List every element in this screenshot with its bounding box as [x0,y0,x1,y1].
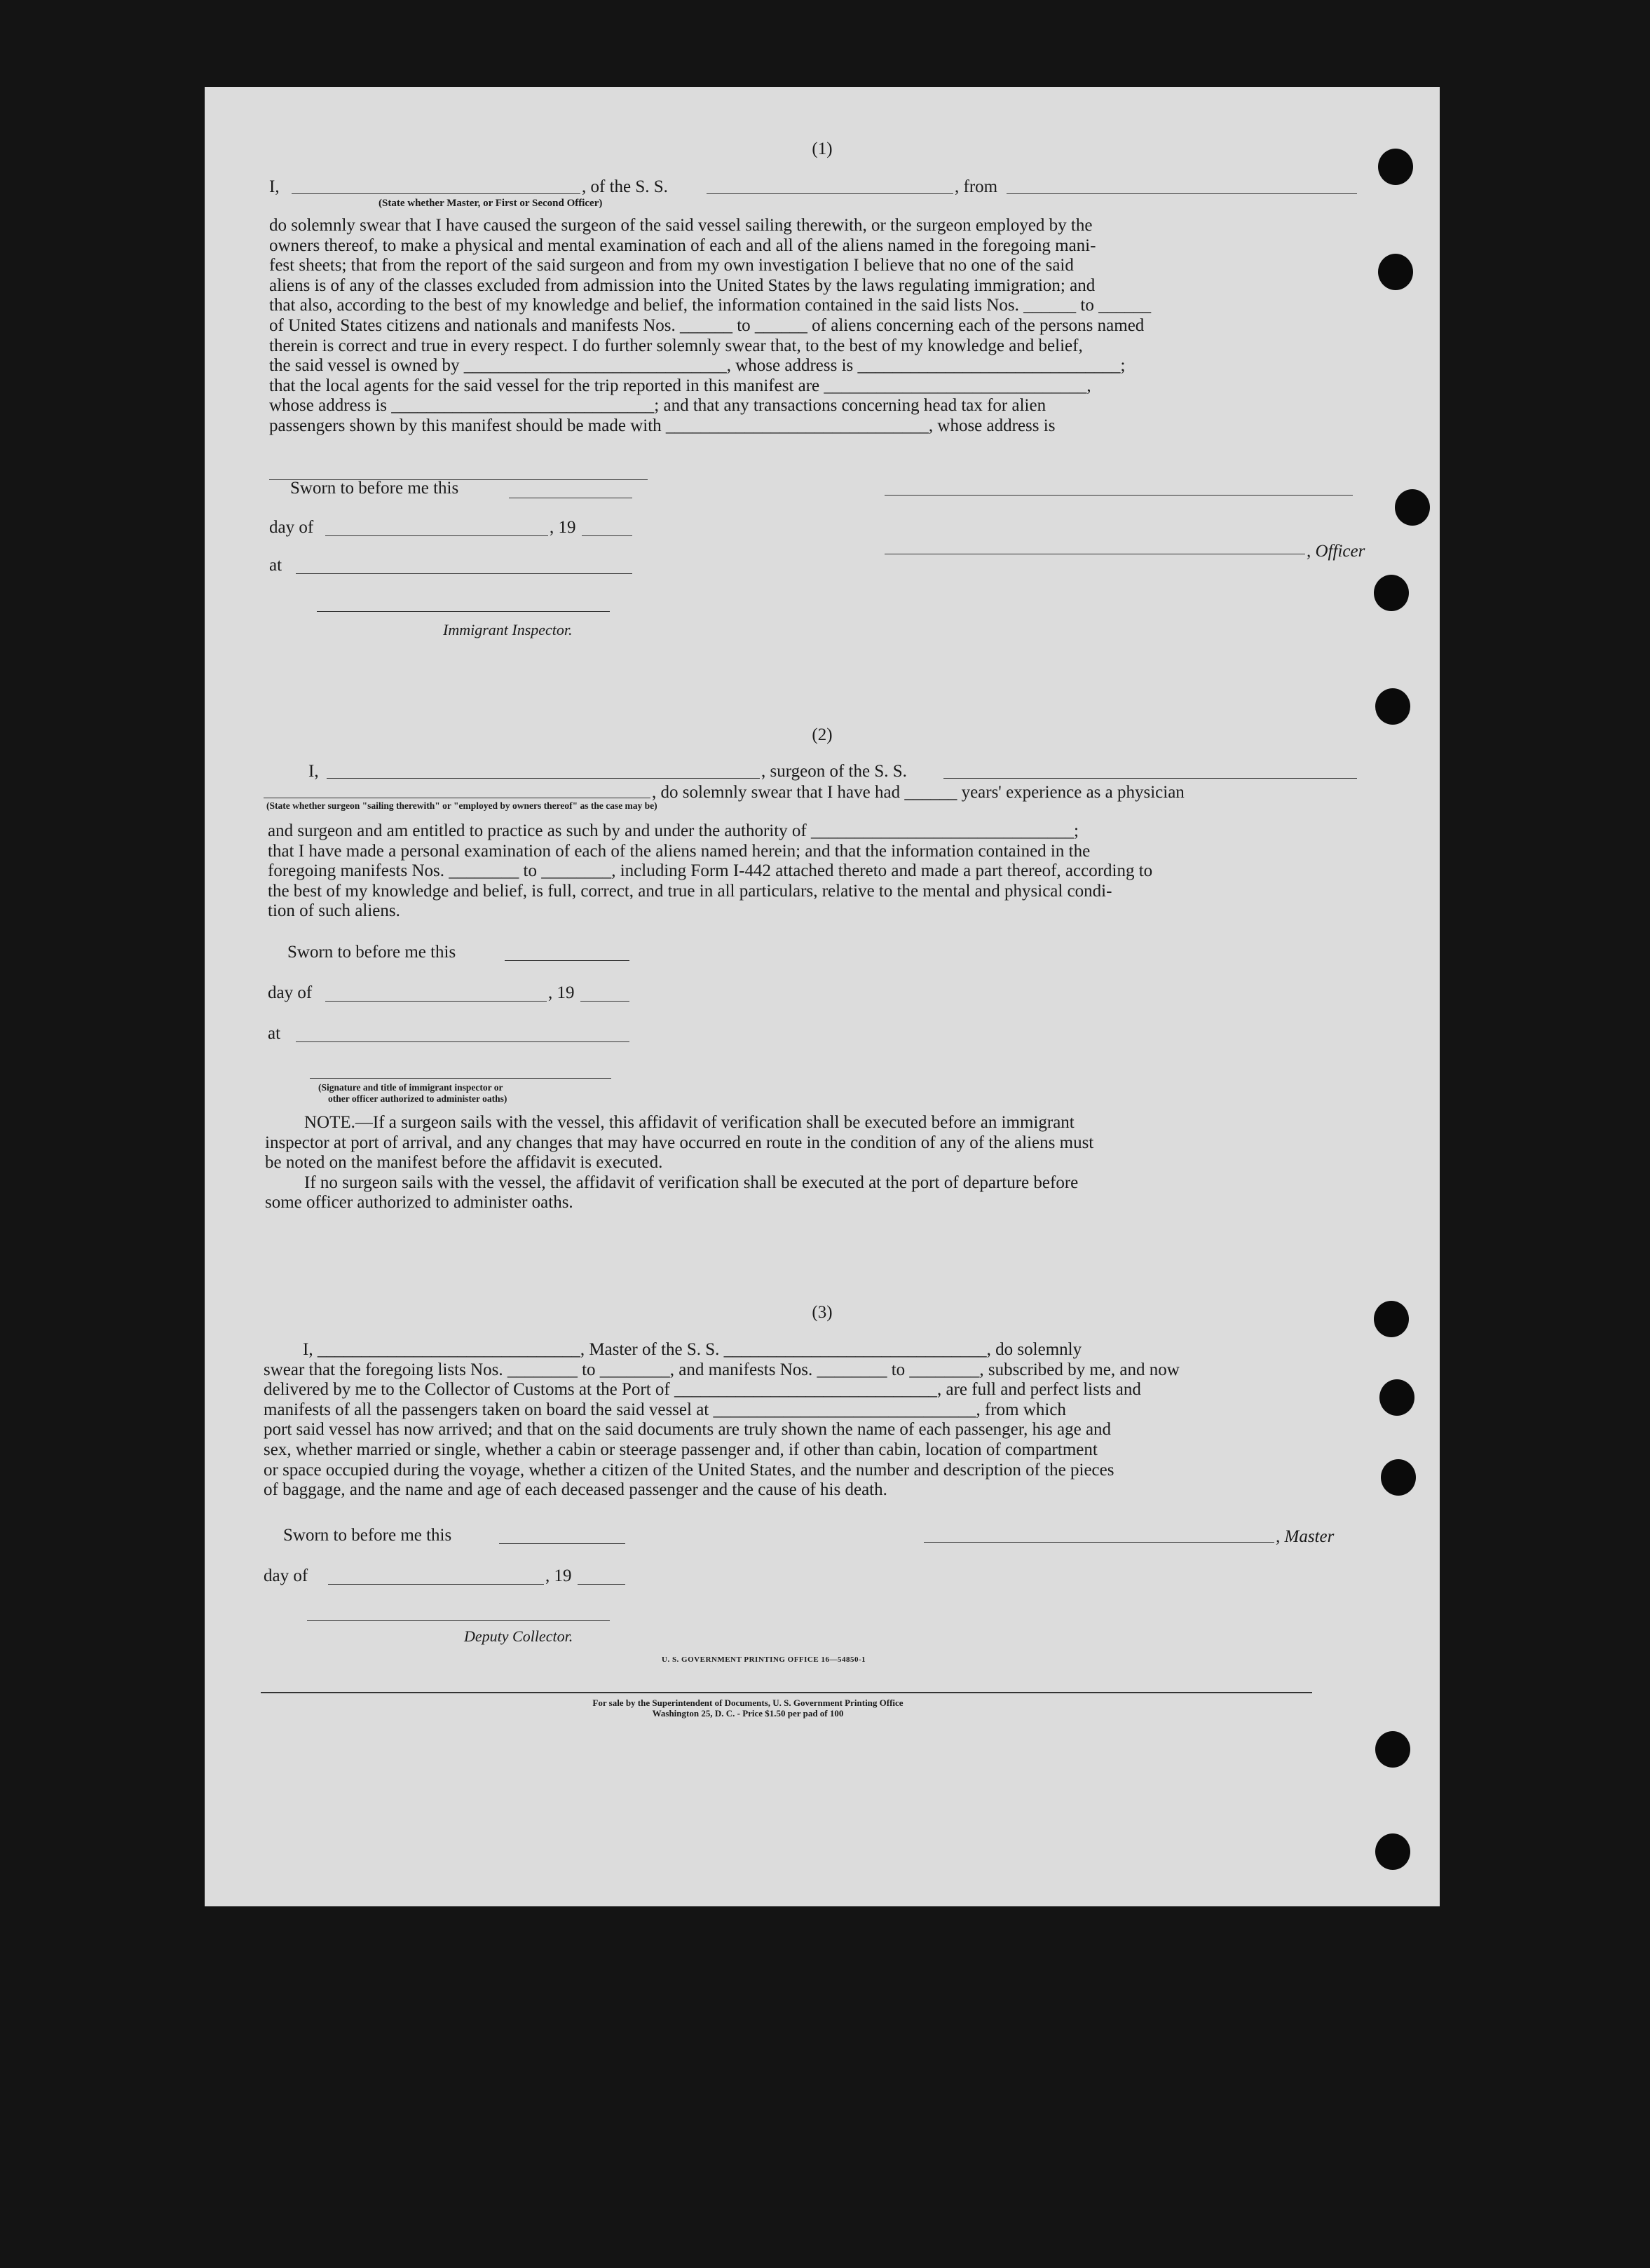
from-port-line[interactable] [1007,193,1357,194]
master-signature-line[interactable] [924,1542,1274,1543]
section1-line: aliens is of any of the classes excluded from admission into the United States by the laws regulating immigration; and [269,275,1096,295]
officer-name-line[interactable] [292,193,580,194]
section2-sig-caption-1: (Signature and title of immigrant inspector or [318,1082,503,1093]
inspector-signature-line[interactable] [317,611,610,612]
section1-line: owners thereof, to make a physical and mental examination of each and all of the aliens named in the foregoing mani- [269,235,1096,255]
section1-line: whose address is ______________________________; and that any transactions concerning head tax for alien [269,396,1046,416]
officer-signature-line-1[interactable] [885,495,1353,496]
section3-line: I, ______________________________, Master of the S. S. ______________________________, do solemnly [303,1340,1082,1359]
note-line: inspector at port of arrival, and any changes that may have occurred en route in the condition of any of the aliens must [265,1133,1094,1152]
binder-hole [1381,1459,1416,1496]
section3-body [264,1340,1385,1501]
section3-line: delivered by me to the Collector of Customs at the Port of ______________________________, are full and perfect lists and [264,1380,1141,1400]
section2-line: the best of my knowledge and belief, is full, correct, and true in all particulars, relative to the mental and physical condi- [268,881,1112,901]
section2-at: at [268,1024,281,1043]
immigrant-inspector-label: Immigrant Inspector. [443,621,573,638]
section1-line: therein is correct and true in every respect. I do further solemnly swear that, to the best of my knowledge and belief, [269,336,1083,355]
section3-line: or space occupied during the voyage, whether a citizen of the United States, and the number and description of the pieces [264,1460,1114,1480]
section2-line2: , do solemnly swear that I have had ______ years' experience as a physician [652,783,1185,802]
day-of-line[interactable] [325,535,548,536]
binder-hole [1395,489,1430,526]
section1-i-label: I, [269,177,280,196]
binder-hole [1375,1833,1410,1870]
section1-line: that also, according to the best of my knowledge and belief, the information contained in the said lists Nos. ______ to ______ [269,296,1152,315]
section3-year-line[interactable] [578,1584,625,1585]
section2-sworn: Sworn to before me this [287,943,456,962]
section2-at-line[interactable] [296,1041,629,1042]
section3-line: manifests of all the passengers taken on board the said vessel at ______________________________, from which [264,1400,1066,1419]
section2-day-line[interactable] [325,1001,547,1002]
section3-day-of: day of [264,1566,308,1585]
section2-year-line[interactable] [580,1001,629,1002]
deputy-signature-line[interactable] [307,1620,610,1621]
deputy-collector-label: Deputy Collector. [464,1627,573,1645]
section2-i-label: I, [308,762,319,781]
footer-sale-2: Washington 25, D. C. - Price $1.50 per pad of 100 [652,1708,844,1719]
binder-hole [1374,575,1409,611]
section1-line: that the local agents for the said vessel for the trip reported in this manifest are ______________________________, [269,376,1091,395]
section2-line: that I have made a personal examination of each of the aliens named herein; and that the information contained in the [268,841,1091,861]
section2-sig-caption-2: other officer authorized to administer oaths) [328,1093,507,1104]
note-line: some officer authorized to administer oaths. [265,1193,573,1212]
section1-body [269,216,1386,437]
note-block [265,1113,1382,1213]
section3-number: (3) [812,1303,833,1322]
binder-hole [1378,254,1413,290]
footer-rule [261,1692,1312,1693]
gpo-imprint: U. S. GOVERNMENT PRINTING OFFICE 16—54850-1 [662,1655,866,1664]
section2-number: (2) [812,725,833,744]
section2-signature-line[interactable] [310,1078,611,1079]
section2-line: and surgeon and am entitled to practice as such by and under the authority of ______________________________; [268,821,1079,840]
binder-hole [1375,1731,1410,1768]
surgeon-vessel-line[interactable] [943,778,1357,779]
footer-sale-1: For sale by the Superintendent of Documents, U. S. Government Printing Office [592,1697,904,1708]
section2-year: , 19 [548,983,575,1002]
section2-sworn-date-line[interactable] [505,960,629,961]
at-place-line[interactable] [296,573,632,574]
vessel-name-line[interactable] [707,193,953,194]
form-sheet [205,87,1440,1906]
year-line[interactable] [582,535,632,536]
section2-caption: (State whether surgeon "sailing therewith" or "employed by owners thereof" as the case may be) [266,800,657,811]
binder-hole [1379,1379,1414,1416]
officer-label: , Officer [1307,542,1365,561]
binder-hole [1374,1301,1409,1337]
of-ss-label: , of the S. S. [582,177,668,196]
section2-body [268,821,1385,922]
section3-year: , 19 [545,1566,572,1585]
binder-hole [1378,149,1413,185]
section3-sworn: Sworn to before me this [283,1526,452,1545]
section1-caption: (State whether Master, or First or Second Officer) [379,198,603,209]
note-line: NOTE.—If a surgeon sails with the vessel, this affidavit of verification shall be executed before an immigrant [304,1113,1075,1132]
section1-line: do solemnly swear that I have caused the surgeon of the said vessel sailing therewith, or the surgeon employed by the [269,216,1093,235]
section2-line: tion of such aliens. [268,901,400,921]
surgeon-name-line[interactable] [327,778,760,779]
binder-hole [1375,688,1410,725]
section1-sworn: Sworn to before me this [290,479,459,498]
from-label: , from [955,177,998,196]
section1-day-of: day of [269,518,314,537]
section1-line: the said vessel is owned by ______________________________, whose address is ______________________________; [269,356,1126,376]
section3-line: swear that the foregoing lists Nos. ________ to ________, and manifests Nos. ________ to ________, subscribed by me, and now [264,1360,1180,1379]
section3-line: sex, whether married or single, whether a cabin or steerage passenger and, if other than cabin, location of compartment [264,1440,1098,1459]
section1-at: at [269,556,282,575]
section3-line: port said vessel has now arrived; and that on the said documents are truly shown the name of each passenger, his age and [264,1420,1112,1440]
surgeon-of-label: , surgeon of the S. S. [761,762,907,781]
section1-line: fest sheets; that from the report of the said surgeon and from my own investigation I believe that no one of the said [269,256,1074,275]
section1-line: of United States citizens and nationals and manifests Nos. ______ to ______ of aliens concerning each of the persons named [269,315,1145,335]
section3-sworn-date-line[interactable] [499,1543,625,1544]
section1-number: (1) [812,139,833,158]
section1-year: , 19 [550,518,576,537]
note-line: be noted on the manifest before the affidavit is executed. [265,1153,663,1173]
section3-day-line[interactable] [328,1584,544,1585]
section1-line: passengers shown by this manifest should be made with ______________________________, whose address is [269,416,1056,435]
note-line: If no surgeon sails with the vessel, the affidavit of verification shall be executed at the port of departure before [304,1173,1079,1192]
master-label: , Master [1276,1527,1335,1546]
section2-line: foregoing manifests Nos. ________ to ________, including Form I-442 attached thereto and made a part thereof, according to [268,861,1153,881]
section3-line: of baggage, and the name and age of each deceased passenger and the cause of his death. [264,1480,887,1500]
section2-day-of: day of [268,983,313,1002]
